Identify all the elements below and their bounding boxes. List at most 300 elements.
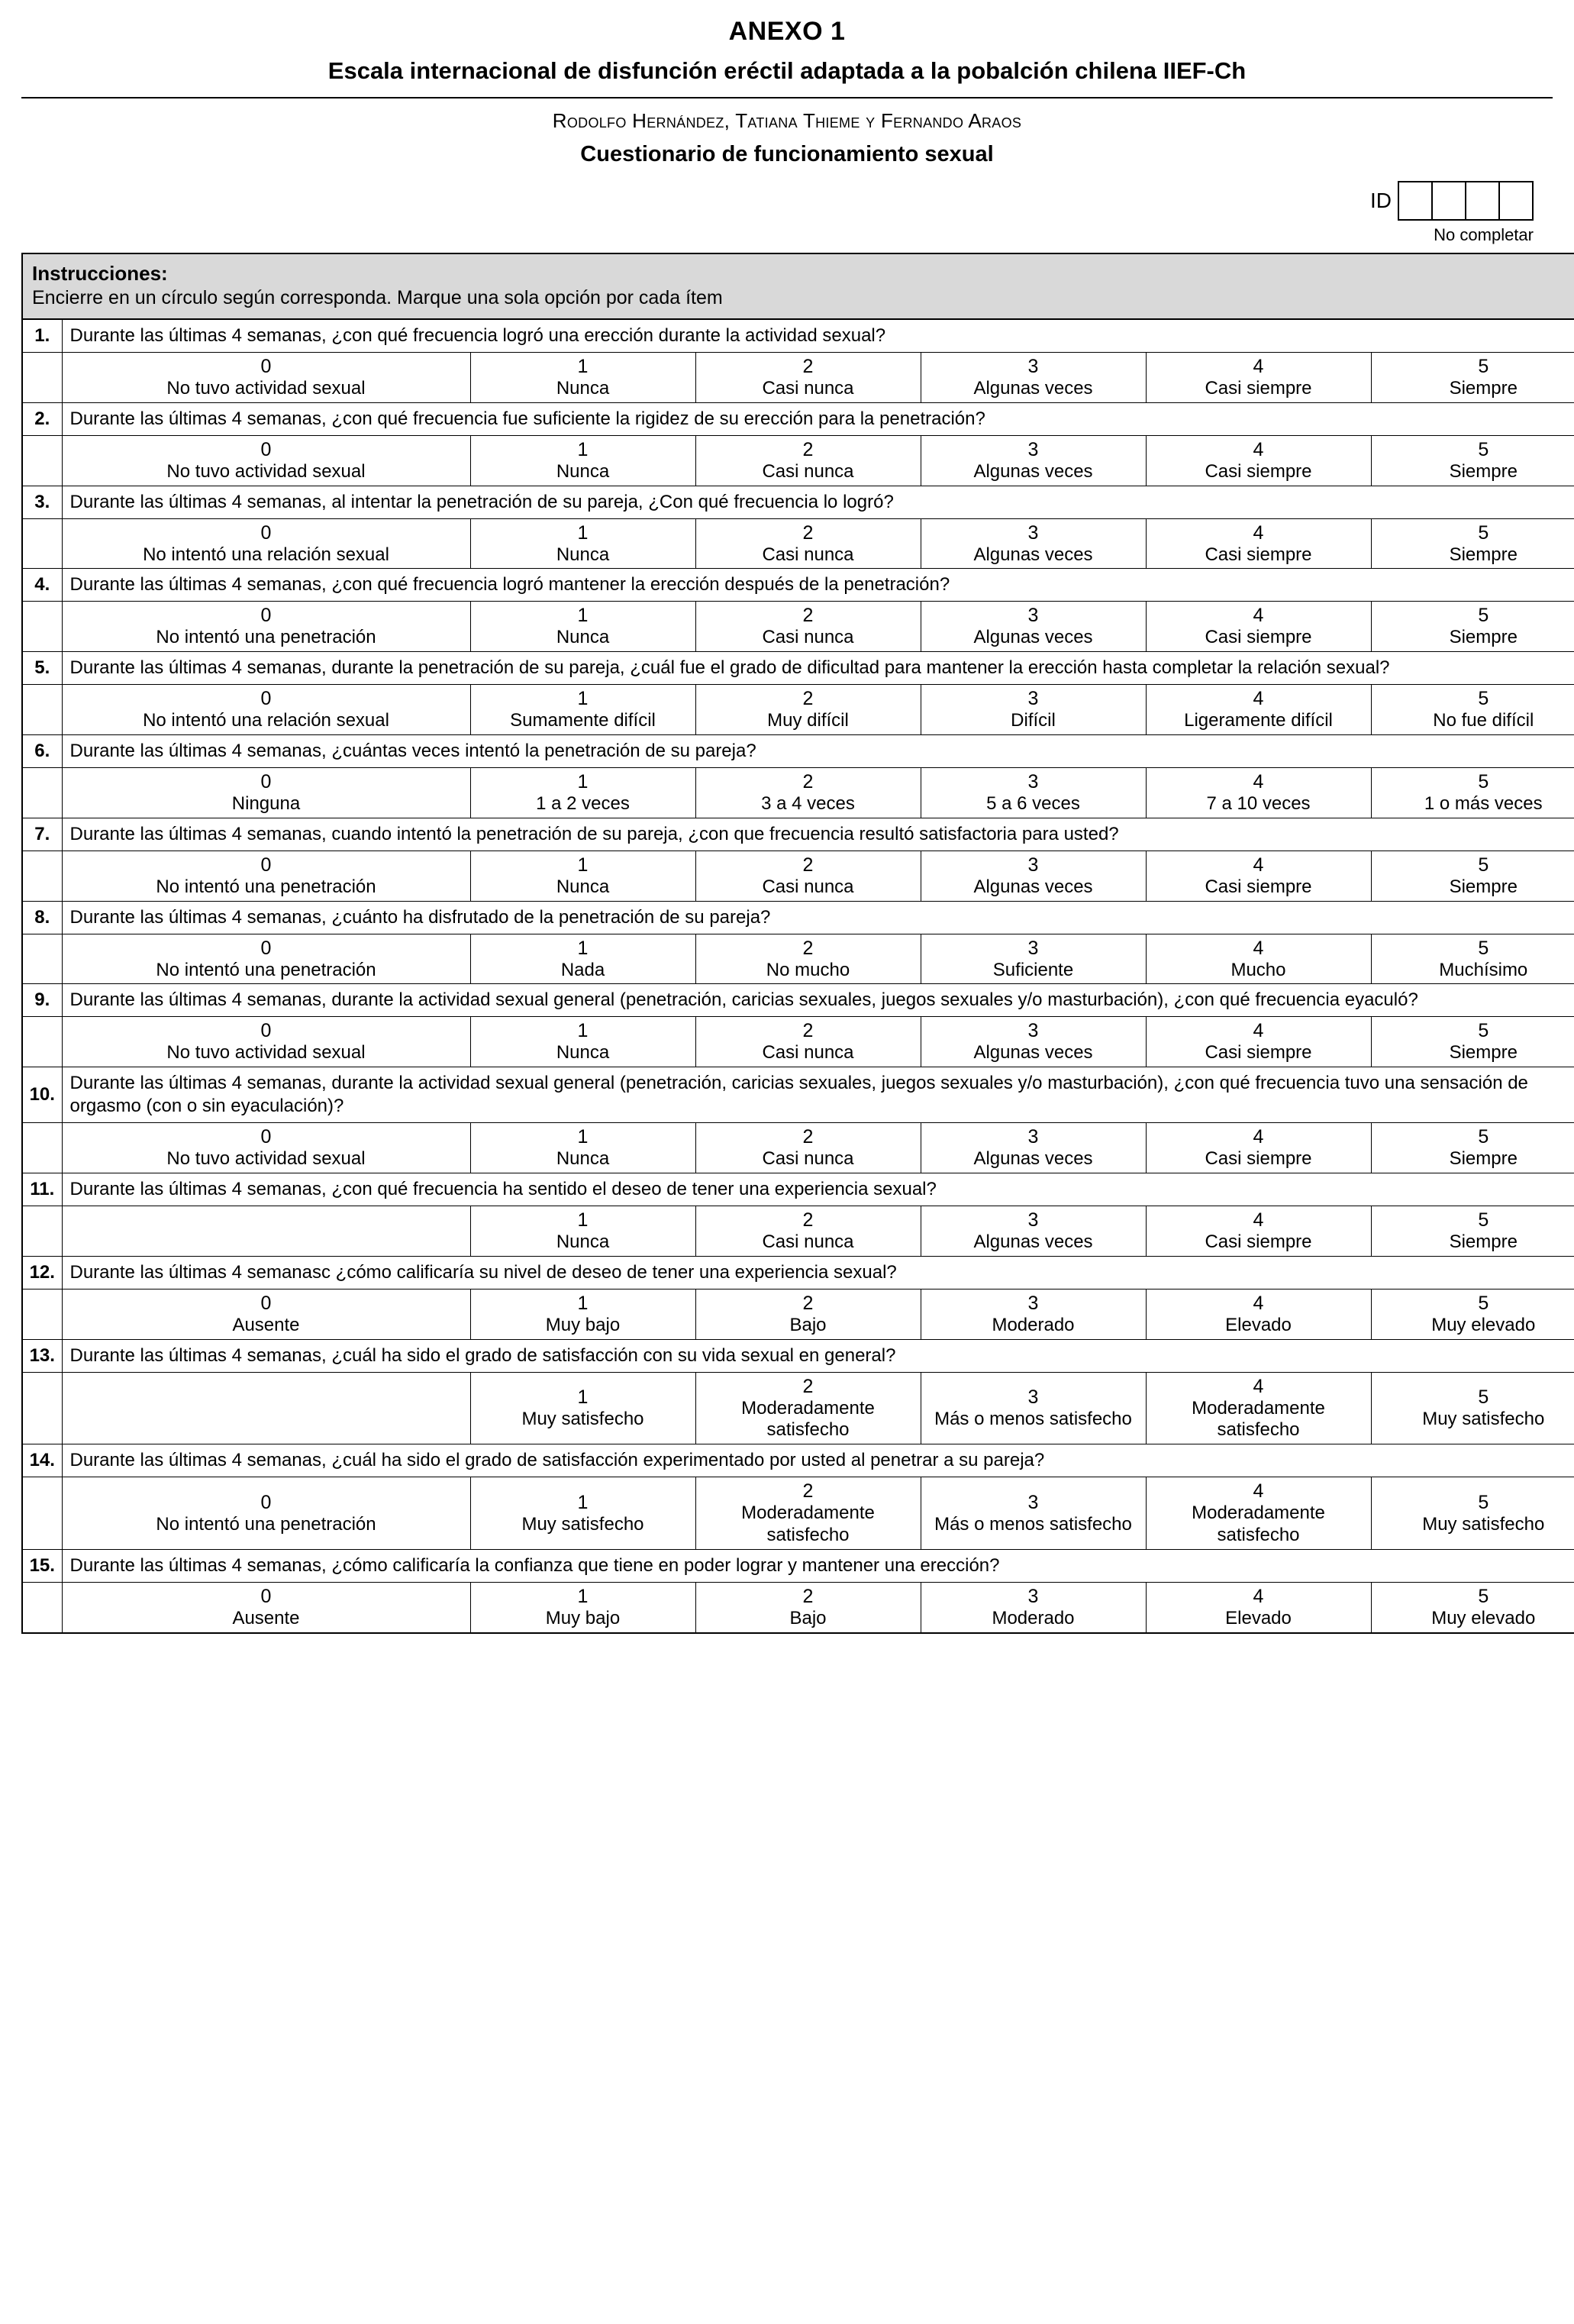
option-value[interactable]: 4 (1253, 770, 1264, 792)
option-label[interactable]: Casi nunca (762, 544, 854, 565)
option-label[interactable]: Moderado (992, 1314, 1075, 1335)
option-cell[interactable] (1371, 1477, 1574, 1550)
option-cell[interactable] (695, 1017, 921, 1067)
option-label[interactable]: No intentó una penetración (156, 959, 376, 980)
option-cell[interactable] (1146, 767, 1371, 818)
option-value[interactable]: 2 (802, 1209, 814, 1231)
option-value[interactable]: 3 (1027, 605, 1039, 627)
option-value[interactable]: 4 (1253, 937, 1264, 959)
option-cell[interactable] (62, 435, 470, 486)
option-cell[interactable] (1371, 1582, 1574, 1632)
option-value[interactable]: 5 (1478, 521, 1489, 544)
option-cell[interactable] (470, 435, 695, 486)
option-cell[interactable] (695, 1123, 921, 1173)
option-value[interactable]: 3 (1027, 356, 1039, 377)
option-label[interactable]: No mucho (766, 959, 850, 980)
option-cell[interactable] (1146, 934, 1371, 984)
option-value[interactable]: 2 (802, 688, 814, 710)
option-cell[interactable] (921, 1372, 1146, 1444)
option-cell[interactable] (1371, 767, 1574, 818)
option-value[interactable]: 4 (1253, 1585, 1264, 1607)
option-cell[interactable] (1371, 353, 1574, 403)
option-label[interactable]: Casi siempre (1205, 627, 1312, 648)
option-label[interactable]: No intentó una penetración (156, 1513, 376, 1535)
option-value[interactable]: 0 (260, 770, 272, 792)
option-cell[interactable] (62, 934, 470, 984)
option-value[interactable]: 1 (577, 438, 589, 460)
id-box-2[interactable] (1431, 181, 1466, 221)
question-row (22, 1444, 1574, 1477)
option-cell[interactable] (695, 767, 921, 818)
option-value[interactable]: 5 (1478, 688, 1489, 710)
option-value[interactable]: 5 (1478, 1585, 1489, 1607)
option-label[interactable]: Algunas veces (973, 460, 1093, 482)
option-cell[interactable] (62, 1477, 470, 1550)
option-label[interactable]: Moderadamente satisfecho (741, 1503, 875, 1545)
option-label[interactable]: Muy elevado (1431, 1607, 1536, 1628)
option-value[interactable]: 5 (1478, 854, 1489, 876)
option-cell[interactable] (470, 1289, 695, 1339)
option-cell[interactable] (921, 1123, 1146, 1173)
option-label[interactable]: Casi siempre (1205, 1231, 1312, 1252)
option-value[interactable]: 1 (577, 521, 589, 544)
option-cell[interactable] (695, 1289, 921, 1339)
option-label[interactable]: Ligeramente difícil (1184, 710, 1333, 731)
option-label[interactable]: Difícil (1011, 710, 1056, 731)
option-cell[interactable] (62, 851, 470, 901)
option-label[interactable]: Siempre (1449, 378, 1518, 399)
option-value[interactable]: 2 (802, 1375, 814, 1397)
option-cell[interactable] (921, 353, 1146, 403)
option-value[interactable]: 4 (1253, 1209, 1264, 1231)
question-number: 7. (22, 818, 62, 851)
option-value[interactable]: 5 (1478, 1386, 1489, 1408)
option-label[interactable]: Nunca (556, 1042, 610, 1064)
option-label[interactable]: Casi siempre (1205, 378, 1312, 399)
option-cell[interactable] (921, 934, 1146, 984)
question-number: 10. (22, 1067, 62, 1123)
option-label[interactable]: Casi nunca (762, 378, 854, 399)
option-label[interactable]: Elevado (1225, 1314, 1292, 1335)
option-value[interactable]: 3 (1027, 521, 1039, 544)
option-cell[interactable] (470, 685, 695, 735)
option-value[interactable]: 1 (577, 1126, 589, 1148)
option-label[interactable]: Nunca (556, 1231, 610, 1252)
option-cell[interactable] (1371, 934, 1574, 984)
option-value[interactable]: 4 (1253, 854, 1264, 876)
option-value[interactable]: 2 (802, 770, 814, 792)
options-row (22, 602, 1574, 652)
option-cell[interactable] (470, 1123, 695, 1173)
option-value[interactable]: 5 (1478, 770, 1489, 792)
option-cell[interactable] (1371, 435, 1574, 486)
option-cell[interactable] (62, 518, 470, 569)
option-value[interactable]: 5 (1478, 1292, 1489, 1314)
option-cell[interactable] (695, 435, 921, 486)
option-label[interactable]: 5 a 6 veces (986, 792, 1080, 814)
option-label[interactable]: Ausente (232, 1314, 300, 1335)
option-label[interactable]: Ausente (232, 1607, 300, 1628)
option-cell[interactable] (695, 934, 921, 984)
option-label[interactable]: Nunca (556, 378, 610, 399)
option-value[interactable]: 1 (577, 1491, 589, 1513)
option-value[interactable]: 3 (1027, 770, 1039, 792)
question-text: Durante las últimas 4 semanas, ¿cuál ha sido el grado de satisfacción experimentado por usted al penetrar a su pareja? (62, 1444, 1574, 1477)
option-label[interactable]: Casi nunca (762, 1231, 854, 1252)
option-label[interactable]: 3 a 4 veces (761, 792, 855, 814)
question-row (22, 734, 1574, 767)
option-value[interactable]: 1 (577, 356, 589, 377)
option-cell[interactable] (921, 1582, 1146, 1632)
option-value[interactable]: 5 (1478, 356, 1489, 377)
option-cell[interactable] (921, 851, 1146, 901)
option-cell[interactable] (62, 353, 470, 403)
option-label[interactable]: Moderadamente satisfecho (1192, 1503, 1325, 1545)
option-cell[interactable] (470, 1582, 695, 1632)
option-value[interactable]: 5 (1478, 1020, 1489, 1042)
option-value[interactable]: 3 (1027, 937, 1039, 959)
option-label[interactable]: Algunas veces (973, 544, 1093, 565)
option-label[interactable]: Algunas veces (973, 378, 1093, 399)
option-value[interactable]: 0 (260, 605, 272, 627)
option-label[interactable]: Casi nunca (762, 460, 854, 482)
option-value[interactable]: 2 (802, 1480, 814, 1503)
option-label[interactable]: No intentó una relación sexual (143, 544, 389, 565)
option-value[interactable]: 0 (260, 438, 272, 460)
option-cell[interactable] (470, 353, 695, 403)
option-label[interactable]: No tuvo actividad sexual (166, 1042, 366, 1064)
option-cell[interactable] (1146, 518, 1371, 569)
option-label[interactable]: No intentó una penetración (156, 627, 376, 648)
option-value[interactable]: 3 (1027, 1126, 1039, 1148)
option-cell[interactable] (470, 1017, 695, 1067)
option-cell[interactable] (1371, 602, 1574, 652)
option-label[interactable]: Muy difícil (767, 710, 849, 731)
option-cell[interactable] (470, 1477, 695, 1550)
option-cell[interactable] (470, 934, 695, 984)
option-label[interactable]: Elevado (1225, 1607, 1292, 1628)
option-value[interactable]: 1 (577, 854, 589, 876)
option-cell[interactable] (921, 602, 1146, 652)
id-box-4[interactable] (1498, 181, 1534, 221)
option-value[interactable]: 1 (577, 1386, 589, 1408)
option-value[interactable]: 1 (577, 1585, 589, 1607)
option-value[interactable]: 4 (1253, 438, 1264, 460)
option-value[interactable]: 0 (260, 937, 272, 959)
question-row (22, 1339, 1574, 1372)
option-label[interactable]: Nada (560, 959, 605, 980)
option-value[interactable]: 1 (577, 688, 589, 710)
option-value[interactable]: 1 (577, 1209, 589, 1231)
option-cell[interactable] (921, 518, 1146, 569)
option-cell[interactable] (921, 435, 1146, 486)
option-cell[interactable] (62, 602, 470, 652)
option-value[interactable]: 5 (1478, 1491, 1489, 1513)
option-value[interactable]: 0 (260, 1491, 272, 1513)
option-value[interactable]: 3 (1027, 1386, 1039, 1408)
options-row-spacer (22, 518, 62, 569)
option-cell[interactable] (62, 1289, 470, 1339)
option-cell[interactable] (62, 1206, 470, 1256)
option-cell[interactable] (1371, 685, 1574, 735)
option-label[interactable]: Bajo (789, 1607, 827, 1628)
option-cell[interactable] (921, 1017, 1146, 1067)
option-cell[interactable] (695, 1372, 921, 1444)
option-value[interactable]: 2 (802, 937, 814, 959)
id-box-3[interactable] (1465, 181, 1500, 221)
option-label[interactable]: Casi siempre (1205, 460, 1312, 482)
option-cell[interactable] (470, 1206, 695, 1256)
options-row-spacer (22, 1289, 62, 1339)
option-value[interactable]: 4 (1253, 1375, 1264, 1397)
option-label[interactable]: Algunas veces (973, 1148, 1093, 1170)
option-cell[interactable] (470, 767, 695, 818)
option-cell[interactable] (695, 851, 921, 901)
option-cell[interactable] (1146, 1017, 1371, 1067)
option-value[interactable]: 4 (1253, 1292, 1264, 1314)
option-cell[interactable] (470, 602, 695, 652)
option-value[interactable]: 1 (577, 1020, 589, 1042)
options-row-spacer (22, 1017, 62, 1067)
option-label[interactable]: Muy bajo (545, 1607, 621, 1628)
option-cell[interactable] (695, 685, 921, 735)
option-label[interactable]: Casi nunca (762, 1042, 854, 1064)
option-cell[interactable] (62, 767, 470, 818)
option-cell[interactable] (921, 1289, 1146, 1339)
option-cell[interactable] (695, 353, 921, 403)
option-value[interactable]: 0 (260, 521, 272, 544)
option-label[interactable]: Nunca (556, 544, 610, 565)
option-value[interactable]: 4 (1253, 521, 1264, 544)
option-label[interactable]: Mucho (1230, 959, 1286, 980)
option-value[interactable]: 0 (260, 854, 272, 876)
question-text: Durante las últimas 4 semanas, ¿con qué frecuencia logró mantener la erección después de la penetración? (62, 569, 1574, 602)
option-label[interactable]: Casi siempre (1205, 544, 1312, 565)
option-cell[interactable] (1146, 602, 1371, 652)
option-cell[interactable] (921, 685, 1146, 735)
question-text: Durante las últimas 4 semanas, durante la penetración de su pareja, ¿cuál fue el grado de dificultad para mantener la erección hasta completar la relación sexual? (62, 652, 1574, 685)
option-label[interactable]: Casi nunca (762, 1148, 854, 1170)
option-label[interactable]: Siempre (1449, 876, 1518, 897)
options-row (22, 767, 1574, 818)
option-label[interactable]: Moderadamente satisfecho (1192, 1397, 1325, 1441)
option-label[interactable]: Casi nunca (762, 627, 854, 648)
option-label[interactable]: Siempre (1449, 1042, 1518, 1064)
option-cell[interactable] (470, 518, 695, 569)
option-label[interactable]: Nunca (556, 876, 610, 897)
instructions-cell (22, 253, 1574, 319)
question-number: 12. (22, 1256, 62, 1289)
option-value[interactable]: 3 (1027, 1209, 1039, 1231)
option-value[interactable]: 0 (260, 356, 272, 377)
option-value[interactable]: 0 (260, 1020, 272, 1042)
option-value[interactable]: 4 (1253, 1020, 1264, 1042)
option-label[interactable]: Casi siempre (1205, 1042, 1312, 1064)
option-cell[interactable] (921, 767, 1146, 818)
option-cell[interactable] (921, 1477, 1146, 1550)
option-cell[interactable] (1146, 1206, 1371, 1256)
option-label[interactable]: Nunca (556, 460, 610, 482)
option-label[interactable]: Moderadamente satisfecho (741, 1397, 875, 1441)
option-cell[interactable] (1146, 1289, 1371, 1339)
option-value[interactable]: 1 (577, 1292, 589, 1314)
option-value[interactable]: 4 (1253, 688, 1264, 710)
option-label[interactable]: Suficiente (992, 959, 1074, 980)
option-label[interactable]: Siempre (1449, 627, 1518, 648)
options-row (22, 685, 1574, 735)
option-label[interactable]: No fue difícil (1433, 710, 1534, 731)
option-value[interactable]: 2 (802, 1292, 814, 1314)
options-row (22, 1123, 1574, 1173)
option-label[interactable]: Siempre (1449, 1231, 1518, 1252)
option-label[interactable]: 1 o más veces (1424, 792, 1543, 814)
option-label[interactable]: Nunca (556, 1148, 610, 1170)
option-label[interactable]: Muy satisfecho (1422, 1513, 1545, 1535)
option-label[interactable]: Casi nunca (762, 876, 854, 897)
option-label[interactable]: Ninguna (231, 792, 301, 814)
option-cell[interactable] (695, 1582, 921, 1632)
option-value[interactable]: 1 (577, 605, 589, 627)
option-label[interactable]: Muchísimo (1439, 959, 1528, 980)
option-label[interactable]: 1 a 2 veces (536, 792, 630, 814)
option-value[interactable]: 2 (802, 1020, 814, 1042)
option-cell[interactable] (695, 1206, 921, 1256)
option-label[interactable]: No tuvo actividad sexual (166, 1148, 366, 1170)
options-row-spacer (22, 851, 62, 901)
option-value[interactable]: 3 (1027, 688, 1039, 710)
id-box-1[interactable] (1398, 181, 1433, 221)
option-value[interactable]: 4 (1253, 1126, 1264, 1148)
option-value[interactable]: 3 (1027, 1491, 1039, 1513)
option-value[interactable]: 4 (1253, 356, 1264, 377)
option-label[interactable]: Más o menos satisfecho (934, 1513, 1132, 1535)
option-value[interactable]: 0 (260, 1585, 272, 1607)
option-value[interactable]: 1 (577, 937, 589, 959)
option-value[interactable]: 2 (802, 854, 814, 876)
option-label[interactable]: Algunas veces (973, 876, 1093, 897)
option-value[interactable]: 0 (260, 1292, 272, 1314)
option-label[interactable]: Algunas veces (973, 1231, 1093, 1252)
option-label[interactable]: Siempre (1449, 1148, 1518, 1170)
option-value[interactable]: 3 (1027, 1020, 1039, 1042)
option-cell[interactable] (1371, 1289, 1574, 1339)
option-cell[interactable] (1371, 518, 1574, 569)
option-value[interactable]: 0 (260, 688, 272, 710)
id-label: ID (1370, 189, 1392, 212)
option-value[interactable]: 5 (1478, 937, 1489, 959)
option-label[interactable]: Siempre (1449, 544, 1518, 565)
option-cell[interactable] (470, 1372, 695, 1444)
option-label[interactable]: Muy satisfecho (521, 1513, 644, 1535)
option-cell[interactable] (1146, 435, 1371, 486)
option-cell[interactable] (1371, 1372, 1574, 1444)
option-value[interactable]: 2 (802, 356, 814, 377)
option-cell[interactable] (695, 602, 921, 652)
option-label[interactable]: Muy satisfecho (521, 1408, 644, 1429)
option-cell[interactable] (62, 1582, 470, 1632)
option-label[interactable]: Moderado (992, 1607, 1075, 1628)
option-value[interactable]: 2 (802, 1585, 814, 1607)
option-label[interactable]: No intentó una relación sexual (143, 710, 389, 731)
option-cell[interactable] (62, 685, 470, 735)
question-text: Durante las últimas 4 semanasc ¿cómo calificaría su nivel de deseo de tener una experiencia sexual? (62, 1256, 1574, 1289)
option-cell[interactable] (1371, 851, 1574, 901)
option-label[interactable]: No tuvo actividad sexual (166, 460, 366, 482)
option-cell[interactable] (1146, 1123, 1371, 1173)
option-label[interactable]: Casi siempre (1205, 876, 1312, 897)
option-value[interactable]: 5 (1478, 605, 1489, 627)
option-cell[interactable] (62, 1017, 470, 1067)
question-number: 3. (22, 486, 62, 518)
option-cell[interactable] (921, 1206, 1146, 1256)
option-cell[interactable] (1146, 1477, 1371, 1550)
option-label[interactable]: 7 a 10 veces (1206, 792, 1311, 814)
question-text: Durante las últimas 4 semanas, ¿con qué frecuencia ha sentido el deseo de tener una experiencia sexual? (62, 1173, 1574, 1206)
option-cell[interactable] (62, 1123, 470, 1173)
option-value[interactable]: 4 (1253, 605, 1264, 627)
option-label[interactable]: Muy satisfecho (1422, 1408, 1545, 1429)
option-value[interactable]: 3 (1027, 1585, 1039, 1607)
option-label[interactable]: Sumamente difícil (510, 710, 656, 731)
option-value[interactable]: 4 (1253, 1480, 1264, 1503)
option-value[interactable]: 5 (1478, 438, 1489, 460)
questionnaire-body (22, 253, 1574, 1633)
options-row-spacer (22, 435, 62, 486)
option-cell[interactable] (1146, 1582, 1371, 1632)
option-cell[interactable] (1371, 1206, 1574, 1256)
options-row (22, 1017, 1574, 1067)
option-value[interactable]: 2 (802, 605, 814, 627)
option-cell[interactable] (1146, 1372, 1371, 1444)
option-label[interactable]: Bajo (789, 1314, 827, 1335)
question-number: 6. (22, 734, 62, 767)
option-value[interactable]: 3 (1027, 1292, 1039, 1314)
option-cell[interactable] (1146, 851, 1371, 901)
option-label[interactable]: Algunas veces (973, 1042, 1093, 1064)
option-cell[interactable] (470, 851, 695, 901)
option-label[interactable]: No tuvo actividad sexual (166, 378, 366, 399)
option-cell[interactable] (695, 1477, 921, 1550)
option-value[interactable]: 5 (1478, 1126, 1489, 1148)
option-value[interactable]: 0 (260, 1126, 272, 1148)
option-value[interactable]: 1 (577, 770, 589, 792)
option-cell[interactable] (1146, 353, 1371, 403)
option-cell[interactable] (62, 1372, 470, 1444)
option-label[interactable]: Casi siempre (1205, 1148, 1312, 1170)
question-text: Durante las últimas 4 semanas, durante la actividad sexual general (penetración, caricias sexuales, juegos sexuales y/o masturbación), ¿con qué frecuencia tuvo una sensación de orgasmo (con o sin eyaculación)? (62, 1067, 1574, 1123)
option-value[interactable]: 2 (802, 1126, 814, 1148)
option-label[interactable]: No intentó una penetración (156, 876, 376, 897)
option-cell[interactable] (695, 518, 921, 569)
option-cell[interactable] (1371, 1123, 1574, 1173)
option-value[interactable]: 2 (802, 521, 814, 544)
question-number: 8. (22, 901, 62, 934)
option-label[interactable]: Nunca (556, 627, 610, 648)
option-label[interactable]: Más o menos satisfecho (934, 1408, 1132, 1429)
option-cell[interactable] (1371, 1017, 1574, 1067)
option-label[interactable]: Algunas veces (973, 627, 1093, 648)
option-value[interactable]: 5 (1478, 1209, 1489, 1231)
question-number: 13. (22, 1339, 62, 1372)
option-label[interactable]: Muy bajo (545, 1314, 621, 1335)
question-row (22, 486, 1574, 518)
option-cell[interactable] (1146, 685, 1371, 735)
option-label[interactable]: Muy elevado (1431, 1314, 1536, 1335)
option-value[interactable]: 3 (1027, 438, 1039, 460)
option-value[interactable]: 2 (802, 438, 814, 460)
option-label[interactable]: Siempre (1449, 460, 1518, 482)
option-value[interactable]: 3 (1027, 854, 1039, 876)
